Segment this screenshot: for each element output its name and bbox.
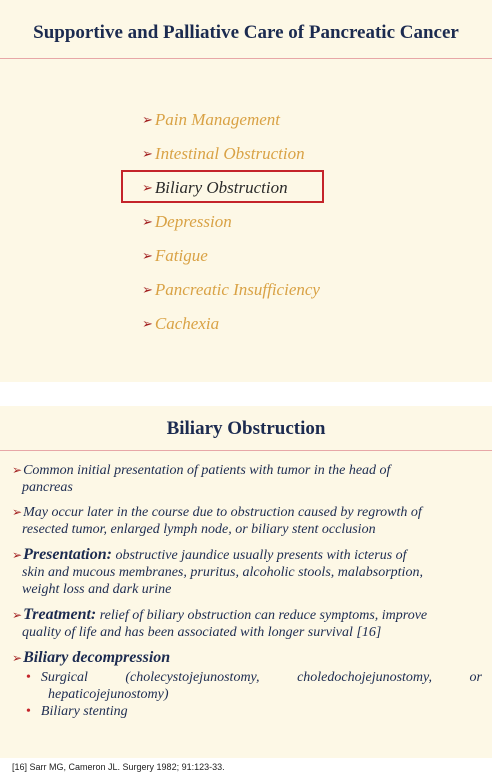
arrow-bullet-icon: ➢	[12, 505, 23, 519]
topic-intestinal-obstruction[interactable]	[142, 144, 305, 164]
topic-label: Cachexia	[154, 314, 220, 333]
arrow-bullet-icon: ➢	[142, 214, 153, 229]
sub-bullet-item: • Surgical (cholecystojejunostomy, choledochojejunostomy, or hepaticojejunostomy)	[26, 670, 482, 702]
arrow-bullet-icon: ➢	[12, 608, 23, 622]
arrow-bullet-icon: ➢	[12, 463, 23, 477]
slide1-title: Supportive and Palliative Care of Pancreatic Cancer	[33, 22, 459, 43]
topic-label: Fatigue	[154, 246, 208, 265]
bullet-item: ➢Presentation: obstructive jaundice usually presents with icterus of skin and mucous membranes, pruritus, alcoholic stools, malabsorption, weight loss and dark urine	[12, 546, 423, 597]
topic-label: Biliary Obstruction	[154, 178, 288, 197]
topic-label: Pancreatic Insufficiency	[154, 280, 320, 299]
slide-biliary-obstruction	[0, 406, 492, 758]
arrow-bullet-icon: ➢	[142, 180, 153, 195]
arrow-bullet-icon: ➢	[142, 316, 153, 331]
bullet-item: ➢May occur later in the course due to obstruction caused by regrowth of resected tumor, enlarged lymph node, or biliary stent occlusion	[12, 505, 422, 537]
dot-bullet-icon: •	[26, 670, 31, 685]
arrow-bullet-icon: ➢	[142, 282, 153, 297]
topic-fatigue[interactable]	[142, 246, 208, 266]
title-divider	[0, 58, 492, 59]
topic-depression[interactable]	[142, 212, 232, 232]
bullet-list	[12, 462, 482, 720]
topic-pain-management[interactable]	[142, 110, 280, 130]
topic-pancreatic-insufficiency[interactable]	[142, 280, 320, 300]
sub-bullet-item: • Biliary stenting	[26, 704, 128, 719]
dot-bullet-icon: •	[26, 704, 31, 719]
topic-label: Depression	[154, 212, 232, 231]
reference-citation: [16] Sarr MG, Cameron JL. Surgery 1982; 91:123-33.	[12, 762, 225, 772]
arrow-bullet-icon: ➢	[12, 651, 23, 665]
selected-topic-highlight	[121, 170, 324, 203]
arrow-bullet-icon: ➢	[12, 548, 23, 562]
arrow-bullet-icon: ➢	[142, 146, 153, 161]
topic-cachexia[interactable]	[142, 314, 219, 334]
arrow-bullet-icon: ➢	[142, 248, 153, 263]
arrow-bullet-icon: ➢	[142, 112, 153, 127]
bullet-item: ➢Biliary decompression	[12, 649, 171, 666]
slide-palliative-care	[0, 0, 492, 382]
slide2-title: Biliary Obstruction	[166, 418, 326, 439]
title-divider	[0, 450, 492, 451]
topic-label: Intestinal Obstruction	[154, 144, 305, 163]
topic-label: Pain Management	[154, 110, 281, 129]
bullet-item: ➢Treatment: relief of biliary obstruction can reduce symptoms, improve quality of life and has been associated with longer survival [16]	[12, 606, 428, 640]
bullet-item: ➢Common initial presentation of patients with tumor in the head of pancreas	[12, 463, 391, 495]
